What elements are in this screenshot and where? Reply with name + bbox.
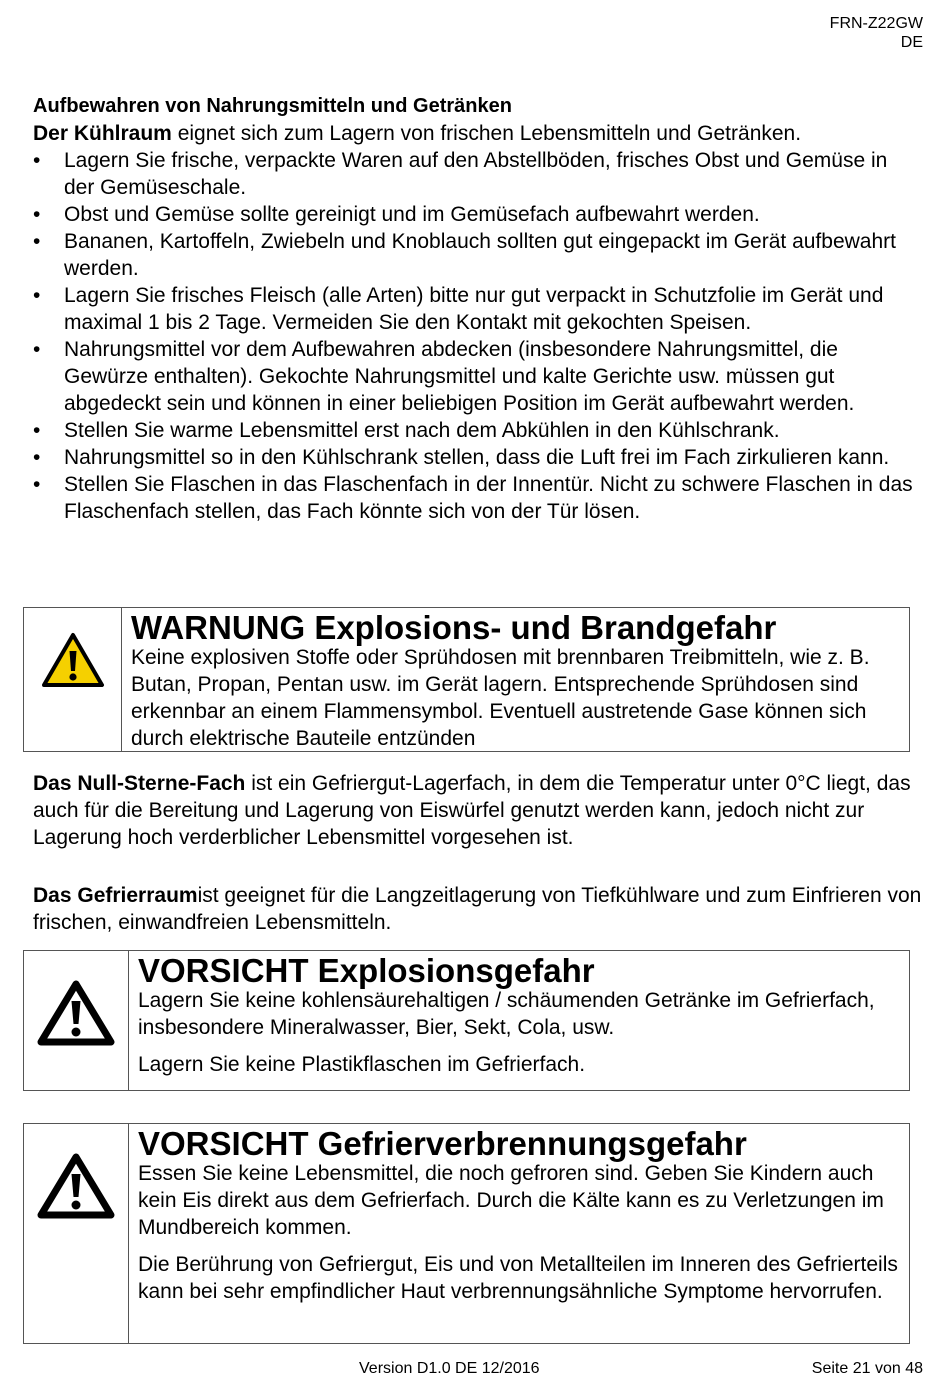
footer-version: Version D1.0 DE 12/2016 bbox=[359, 1360, 540, 1377]
freezer-bold: Das Gefrierraum bbox=[33, 884, 198, 907]
list-item: • Nahrungsmittel so in den Kühlschrank stellen, dass die Luft frei im Fach zirkulieren kann. bbox=[33, 444, 923, 471]
caution-explosion-text-cell bbox=[138, 951, 901, 1078]
language-code: DE bbox=[900, 34, 923, 51]
warning-text: Keine explosiven Stoffe oder Sprühdosen mit brennbaren Treibmitteln, wie z. B. Butan, Propan, Pentan usw. im Gerät lagern. Entsprechende Sprühdosen sind erkennbar an einem Flammensymbol. Eventuell austretende Gase können sich durch elektrische Bauteile entzünden bbox=[131, 646, 870, 750]
list-item: • Stellen Sie warme Lebensmittel erst nach dem Abkühlen in den Kühlschrank. bbox=[33, 417, 923, 444]
freezer-paragraph bbox=[33, 882, 923, 936]
warning-triangle-icon bbox=[36, 979, 116, 1047]
caution-explosion-box bbox=[23, 950, 910, 1091]
list-item: • Lagern Sie frisches Fleisch (alle Arten) bitte nur gut verpackt in Schutzfolie im Gerät und maximal 1 bis 2 Tage. Vermeiden Sie den Kontakt mit gekochten Speisen. bbox=[33, 282, 923, 336]
caution-explosion-title: VORSICHT Explosionsgefahr bbox=[138, 952, 595, 989]
storage-section bbox=[33, 93, 923, 525]
null-star-text: ist ein Gefriergut-Lagerfach, in dem die Temperatur unter 0°C liegt, das auch für die Bereitung und Lagerung von Eiswürfel genutzt werden kann, jedoch nicht zur Lagerung hoch verderblicher Lebensmittel vorgesehen ist. bbox=[33, 772, 911, 849]
section-title: Aufbewahren von Nahrungsmitteln und Getränken bbox=[33, 95, 512, 117]
caution-icon-cell bbox=[24, 951, 129, 1090]
list-item: • Nahrungsmittel vor dem Aufbewahren abdecken (insbesondere Nahrungsmittel, die Gewürze enthalten). Gekochte Nahrungsmittel und kalte Gerichte usw. müssen gut abgedeckt sein und können in einer beliebigen Position im Gerät aufbewahrt werden. bbox=[33, 336, 923, 417]
intro-text: eignet sich zum Lagern von frischen Lebensmitteln und Getränken. bbox=[171, 122, 802, 145]
null-star-bold: Das Null-Sterne-Fach bbox=[33, 772, 246, 795]
footer-page-number: Seite 21 von 48 bbox=[811, 1360, 923, 1377]
list-item: • Lagern Sie frische, verpackte Waren auf den Abstellböden, frisches Obst und Gemüse in der Gemüseschale. bbox=[33, 147, 923, 201]
model-number: FRN-Z22GW bbox=[829, 15, 923, 32]
caution-frostbite-text-cell bbox=[138, 1124, 901, 1305]
storage-bullet-list bbox=[33, 147, 923, 525]
intro-bold: Der Kühlraum bbox=[33, 122, 172, 145]
warning-text-cell bbox=[131, 608, 901, 752]
page-header bbox=[830, 14, 923, 52]
list-item: • Obst und Gemüse sollte gereinigt und im Gemüsefach aufbewahrt werden. bbox=[33, 201, 923, 228]
warning-title: WARNUNG Explosions- und Brandgefahr bbox=[131, 609, 777, 646]
list-item: • Bananen, Kartoffeln, Zwiebeln und Knoblauch sollten gut eingepackt im Gerät aufbewahrt werden. bbox=[33, 228, 923, 282]
freezer-text: ist geeignet für die Langzeitlagerung von Tiefkühlware und zum Einfrieren von frischen, einwandfreien Lebensmitteln. bbox=[33, 884, 922, 934]
list-item: • Stellen Sie Flaschen in das Flaschenfach in der Innentür. Nicht zu schwere Flaschen in das Flaschenfach stellen, das Fach könnte sich von der Tür lösen. bbox=[33, 471, 923, 525]
intro-paragraph bbox=[33, 120, 923, 147]
caution-explosion-text-2: Lagern Sie keine Plastikflaschen im Gefrierfach. bbox=[138, 1053, 586, 1076]
caution-frostbite-text-2: Die Berührung von Gefriergut, Eis und von Metallteilen im Inneren des Gefrierteils kann bei sehr empfindlicher Haut verbrennungsähnliche Symptome hervorrufen. bbox=[138, 1253, 898, 1303]
warning-icon-cell bbox=[24, 608, 122, 751]
caution-frostbite-title: VORSICHT Gefrierverbrennungsgefahr bbox=[138, 1125, 747, 1162]
warning-triangle-yellow-icon bbox=[40, 631, 106, 689]
caution-frostbite-text-1: Essen Sie keine Lebensmittel, die noch gefroren sind. Geben Sie Kindern auch kein Eis direkt aus dem Gefrierfach. Durch die Kälte kann es zu Verletzungen im Mundbereich kommen. bbox=[138, 1162, 884, 1239]
warning-box bbox=[23, 607, 910, 752]
caution-icon-cell bbox=[24, 1124, 129, 1343]
null-star-paragraph bbox=[33, 770, 923, 851]
caution-explosion-text-1: Lagern Sie keine kohlensäurehaltigen / schäumenden Getränke im Gefrierfach, insbesondere Mineralwasser, Bier, Sekt, Cola, usw. bbox=[138, 989, 875, 1039]
warning-triangle-icon bbox=[36, 1152, 116, 1220]
caution-frostbite-box bbox=[23, 1123, 910, 1344]
